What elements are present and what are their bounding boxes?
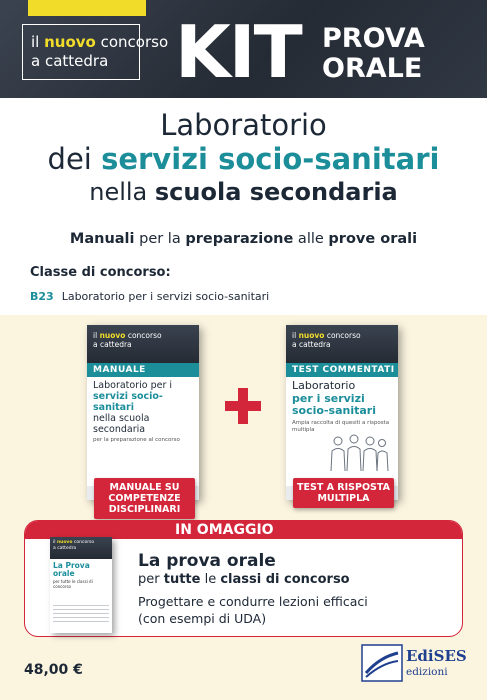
publisher-logo: [360, 643, 467, 683]
tag-test: TEST A RISPOSTA MULTIPLA: [293, 478, 394, 508]
publisher-sub: edizioni: [406, 666, 448, 678]
orale-label: ORALE: [322, 53, 423, 84]
gift-title: La prova orale: [138, 551, 276, 571]
classe-row: [30, 290, 269, 303]
series-logo-box: [22, 24, 169, 80]
gift-description-line1: Progettare e condurre lezioni efficaci: [138, 594, 368, 609]
gift-book-title: La Prova orale: [53, 561, 90, 578]
classe-name: Laboratorio per i servizi socio-sanitari: [61, 290, 270, 303]
header-banner: [0, 0, 487, 98]
book-manuale-band: MANUALE: [87, 363, 199, 377]
people-illustration-icon: [326, 433, 390, 473]
series-logo-line1: il nuovo concorso: [31, 33, 169, 51]
book-manuale-title: Laboratorio per i servizi socio-sanitari nella scuola secondaria: [93, 380, 173, 435]
book-test-header: il nuovo concorso a cattedra: [286, 325, 398, 363]
omaggio-heading: IN OMAGGIO: [25, 521, 462, 539]
book-manuale-small: per la preparazione al concorso: [93, 437, 180, 443]
gift-description-line2: (con esempi di UDA): [138, 611, 267, 626]
gift-book-subtitle: per tutte le classi di concorso: [53, 579, 93, 589]
book-manuale-header: il nuovo concorso a cattedra: [87, 325, 199, 363]
classe-code: B23: [30, 290, 54, 303]
prova-label: PROVA: [322, 23, 425, 54]
classe-label: Classe di concorso:: [30, 265, 171, 280]
price: 48,00 €: [24, 662, 83, 678]
subtitle: Manuali per la preparazione alle prove orali: [69, 231, 418, 247]
gift-book-text-lines: [53, 605, 109, 623]
title-line2: dei servizi socio-sanitari: [47, 142, 440, 176]
title-line1: Laboratorio: [160, 108, 327, 142]
gift-book-cover: il nuovo concorso a cattedra La Prova orale per tutte le classi di concorso: [50, 537, 112, 633]
book-test: [286, 325, 398, 500]
book-test-small: Ampia raccolta di quesiti a risposta multipla: [292, 419, 390, 433]
publisher-name: EdiSES: [406, 647, 467, 665]
plus-icon: [225, 388, 261, 424]
publisher-swoosh-icon: [360, 643, 404, 683]
book-manuale: [87, 325, 199, 500]
gift-subtitle: per tutte le classi di concorso: [138, 572, 350, 587]
yellow-accent-bar: [28, 0, 146, 16]
book-test-title: Laboratorio per i servizi socio-sanitari: [292, 379, 376, 417]
series-logo-line2: a cattedra: [31, 52, 109, 70]
kit-label: KIT: [175, 10, 301, 94]
tag-manuale: MANUALE SU COMPETENZE DISCIPLINARI: [94, 478, 195, 519]
book-test-band: TEST COMMENTATI: [286, 363, 398, 377]
title-line3: nella scuola secondaria: [89, 178, 398, 206]
